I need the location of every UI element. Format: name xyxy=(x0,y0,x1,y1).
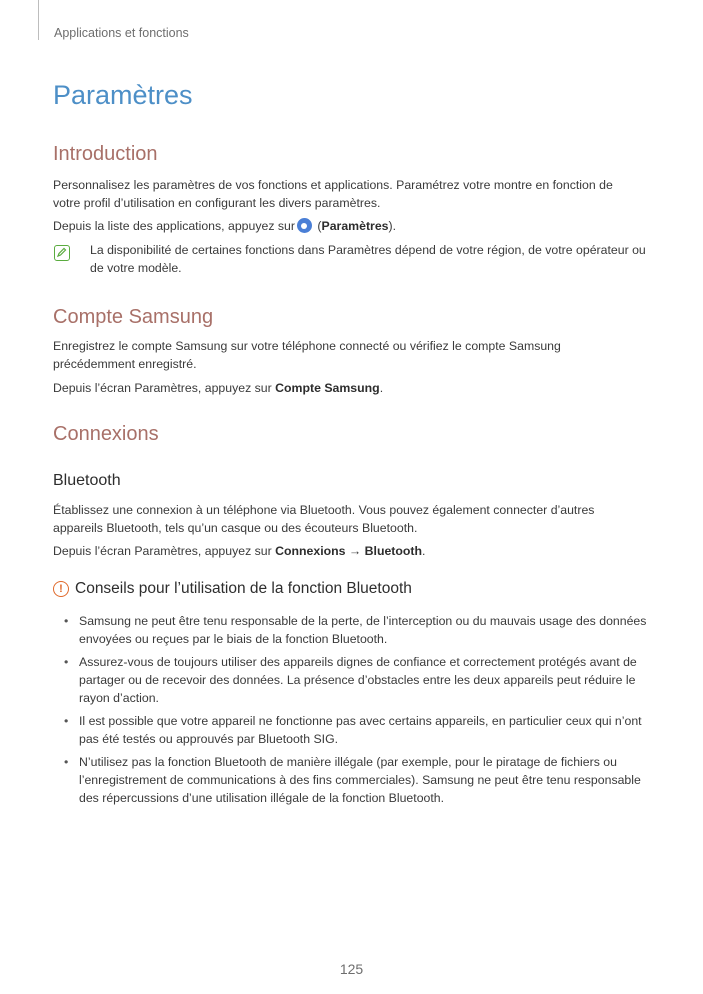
page-number: 125 xyxy=(339,961,364,977)
bluetooth-paragraph: Établissez une connexion à un téléphone via Bluetooth. Vous pouvez également connecter d’autres appareils Bluetooth, tels qu’un casque ou des écouteurs Bluetooth. xyxy=(53,503,595,535)
caution-list xyxy=(62,612,654,812)
samsung-instruction xyxy=(53,380,643,398)
bluetooth-instruction xyxy=(53,543,643,561)
samsung-instruction-prefix: Depuis l’écran Paramètres, appuyez sur xyxy=(53,381,276,395)
list-item: • Il est possible que votre appareil ne fonctionne pas avec certains appareils, en particulier ceux qui n’ont pas été testés ou approuvés par Bluetooth SIG. xyxy=(62,712,654,748)
intro-instruction-close: ). xyxy=(388,219,397,233)
note-pencil-icon xyxy=(54,245,70,261)
list-item: • Assurez-vous de toujours utiliser des appareils dignes de confiance et correctement protégés avant de partager ou de recevoir des données. La présence d’obstacles entre les deux appareils peut réduire le rayon d’action. xyxy=(62,653,654,707)
caution-title: Conseils pour l’utilisation de la fonction Bluetooth xyxy=(75,580,412,597)
list-item: • Samsung ne peut être tenu responsable de la perte, de l’interception ou du mauvais usage des données envoyées ou reçues par le biais de la fonction Bluetooth. xyxy=(62,612,654,648)
page-edge-line xyxy=(38,0,39,40)
running-head: Applications et fonctions xyxy=(54,26,189,40)
section-title-connexions: Connexions xyxy=(53,423,159,445)
arrow-separator: → xyxy=(345,544,365,558)
bluetooth-label: Bluetooth xyxy=(364,544,423,558)
subsection-title-bluetooth: Bluetooth xyxy=(53,472,121,489)
note-text: La disponibilité de certaines fonctions dans Paramètres dépend de votre région, de votre opérateur ou de votre modèle. xyxy=(90,243,646,275)
caution-icon: ! xyxy=(53,581,69,597)
intro-instruction-prefix: Depuis la liste des applications, appuyez sur xyxy=(53,219,295,233)
connexions-label: Connexions xyxy=(275,544,346,558)
page-title: Paramètres xyxy=(53,80,193,110)
caution-heading xyxy=(53,580,412,598)
settings-label: Paramètres xyxy=(321,219,389,233)
list-item: • N’utilisez pas la fonction Bluetooth de manière illégale (par exemple, pour le piratage de fichiers ou l’enregistrement de communications à des fins commerciales). Samsung ne peut être tenu responsable des répercussions d’une utilisation illégale de la fonction Bluetooth. xyxy=(62,753,654,807)
samsung-instruction-suffix: . xyxy=(379,381,384,395)
section-title-introduction: Introduction xyxy=(53,143,158,165)
samsung-paragraph: Enregistrez le compte Samsung sur votre téléphone connecté ou vérifiez le compte Samsung précédemment enregistré. xyxy=(53,339,561,371)
bluetooth-instruction-suffix: . xyxy=(422,544,426,558)
compte-samsung-label: Compte Samsung xyxy=(275,381,380,395)
section-title-compte-samsung: Compte Samsung xyxy=(53,306,214,328)
bluetooth-instruction-prefix: Depuis l’écran Paramètres, appuyez sur xyxy=(53,544,276,558)
intro-instruction xyxy=(53,218,643,236)
intro-paragraph: Personnalisez les paramètres de vos fonctions et applications. Paramétrez votre montre en fonction de votre profil d’utilisation en configurant les divers paramètres. xyxy=(53,178,613,210)
settings-gear-icon xyxy=(297,218,312,233)
intro-instruction-open: ( xyxy=(313,219,322,233)
